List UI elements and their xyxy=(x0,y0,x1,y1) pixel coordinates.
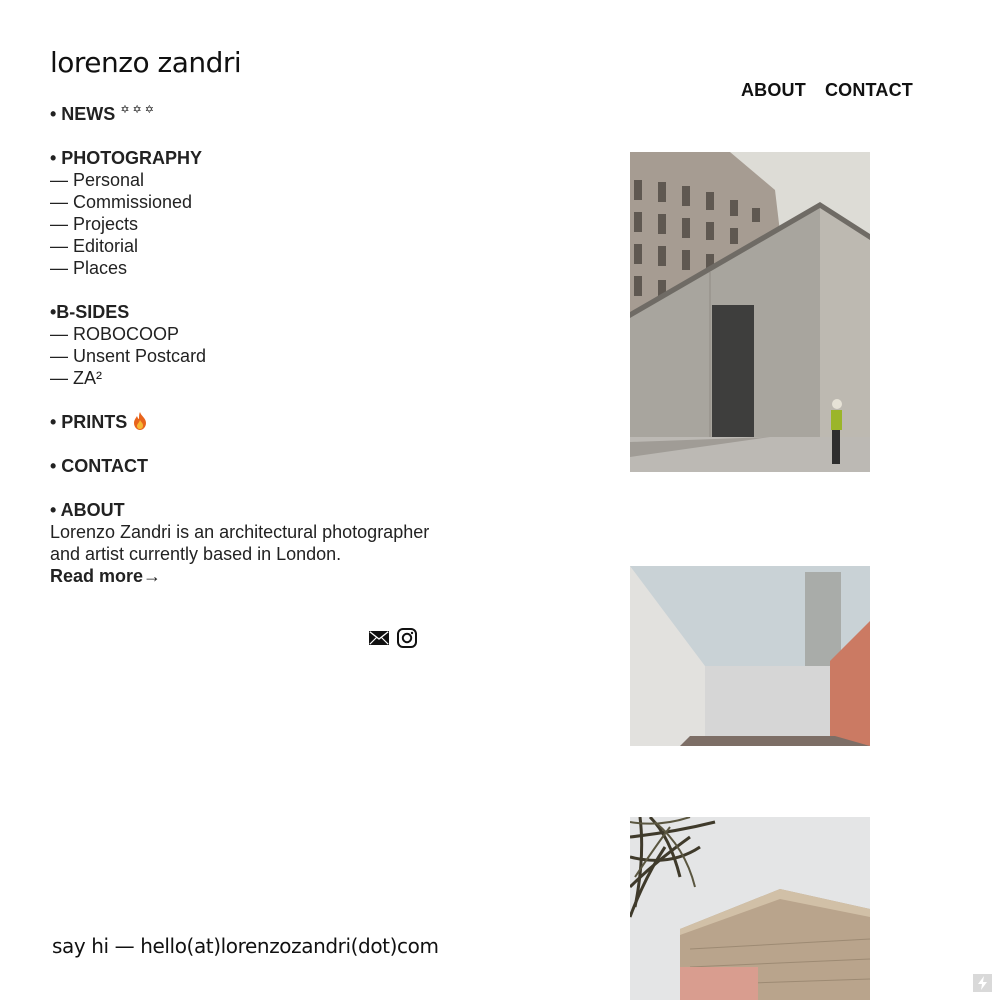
lightning-icon xyxy=(973,974,992,992)
menu-about-link[interactable]: • ABOUT xyxy=(50,500,125,520)
menu-news-label: • NEWS xyxy=(50,104,116,124)
menu-section-bsides xyxy=(50,301,450,389)
instagram-icon[interactable] xyxy=(397,628,417,648)
menu-item-robocoop[interactable]: — ROBOCOOP xyxy=(50,324,180,344)
menu-item-za2[interactable]: — ZA² xyxy=(50,368,102,388)
nav-contact-link[interactable]: CONTACT xyxy=(824,80,913,100)
photo-palm-building-image xyxy=(630,817,870,1000)
top-nav xyxy=(741,80,913,101)
menu-item-personal[interactable]: — Personal xyxy=(50,170,145,190)
menu-item-unsent-postcard[interactable]: — Unsent Postcard xyxy=(50,346,207,366)
menu-item-projects[interactable]: — Projects xyxy=(50,214,139,234)
menu-item-editorial[interactable]: — Editorial xyxy=(50,236,139,256)
menu-section-news xyxy=(50,103,450,125)
menu-news-link[interactable] xyxy=(50,103,450,125)
photo-building-worker-image xyxy=(630,152,870,472)
fire-icon xyxy=(133,412,147,430)
menu-section-about xyxy=(50,499,450,587)
photo-palm-building[interactable] xyxy=(630,817,870,1000)
say-hi-email[interactable]: say hi — hello(at)lorenzozandri(dot)com xyxy=(52,934,439,958)
menu-prints-link[interactable] xyxy=(50,411,450,433)
side-menu xyxy=(50,103,450,609)
read-more-link[interactable]: Read more→ xyxy=(50,566,162,586)
envelope-icon[interactable] xyxy=(369,631,389,645)
site-title[interactable]: lorenzo zandri xyxy=(50,46,242,79)
menu-section-photography xyxy=(50,147,450,279)
social-links xyxy=(369,628,417,648)
menu-section-contact xyxy=(50,455,450,477)
about-text-line2: and artist currently based in London. xyxy=(50,544,342,564)
star-icons: ✡✡✡ xyxy=(120,103,157,116)
menu-item-places[interactable]: — Places xyxy=(50,258,128,278)
photo-pink-walls-image xyxy=(630,566,870,746)
menu-item-commissioned[interactable]: — Commissioned xyxy=(50,192,193,212)
about-text-line1: Lorenzo Zandri is an architectural photographer xyxy=(50,522,430,542)
photo-building-worker[interactable] xyxy=(630,152,870,472)
menu-section-prints xyxy=(50,411,450,433)
menu-photography-link[interactable]: • PHOTOGRAPHY xyxy=(50,148,202,168)
photo-pink-walls[interactable] xyxy=(630,566,870,746)
menu-bsides-link[interactable]: •B-SIDES xyxy=(50,302,130,322)
menu-contact-link[interactable]: • CONTACT xyxy=(50,456,148,476)
menu-prints-label: • PRINTS xyxy=(50,412,128,432)
corner-badge[interactable] xyxy=(973,974,992,992)
nav-about-link[interactable]: ABOUT xyxy=(740,80,806,100)
